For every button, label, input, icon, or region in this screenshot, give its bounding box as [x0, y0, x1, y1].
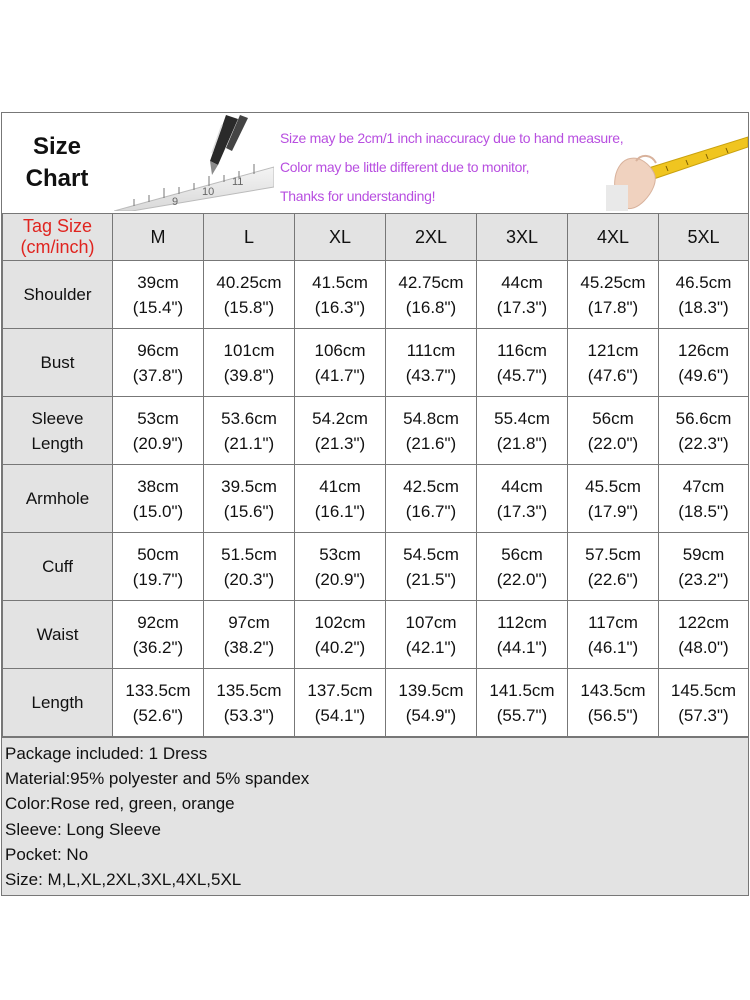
- size-header-2xl: 2XL: [386, 214, 477, 261]
- table-cell: 111cm (43.7"): [386, 329, 477, 397]
- table-cell: 42.75cm (16.8"): [386, 261, 477, 329]
- ruler-number-10: 10: [202, 186, 215, 198]
- table-cell: 53.6cm (21.1"): [204, 397, 295, 465]
- table-cell: 141.5cm (55.7"): [477, 669, 568, 737]
- table-cell: 46.5cm (18.3"): [659, 261, 749, 329]
- table-row-shoulder: [3, 261, 749, 329]
- table-cell: 55.4cm (21.8"): [477, 397, 568, 465]
- row-label: Bust: [3, 329, 113, 397]
- product-info-panel: [2, 737, 748, 895]
- table-cell: 41cm (16.1"): [295, 465, 386, 533]
- table-cell: 121cm (47.6"): [568, 329, 659, 397]
- row-label: Length: [3, 669, 113, 737]
- table-cell: 92cm (36.2"): [113, 601, 204, 669]
- table-cell: 54.5cm (21.5"): [386, 533, 477, 601]
- table-cell: 38cm (15.0"): [113, 465, 204, 533]
- table-cell: 51.5cm (20.3"): [204, 533, 295, 601]
- table-cell: 47cm (18.5"): [659, 465, 749, 533]
- size-header-xl: XL: [295, 214, 386, 261]
- ruler-number-11: 11: [232, 176, 244, 188]
- table-cell: 137.5cm (54.1"): [295, 669, 386, 737]
- info-pocket: Pocket: No: [5, 844, 89, 864]
- table-cell: 56cm (22.0"): [477, 533, 568, 601]
- size-header-m: M: [113, 214, 204, 261]
- size-header-row: [3, 214, 749, 261]
- table-row-length: [3, 669, 749, 737]
- size-header-l: L: [204, 214, 295, 261]
- row-label: Waist: [3, 601, 113, 669]
- row-label: Armhole: [3, 465, 113, 533]
- table-cell: 57.5cm (22.6"): [568, 533, 659, 601]
- table-row-sleeve-length: [3, 397, 749, 465]
- table-cell: 133.5cm (52.6"): [113, 669, 204, 737]
- size-header-5xl: 5XL: [659, 214, 749, 261]
- table-row-armhole: [3, 465, 749, 533]
- size-chart-title: [2, 113, 112, 213]
- table-cell: 117cm (46.1"): [568, 601, 659, 669]
- table-cell: 44cm (17.3"): [477, 465, 568, 533]
- size-chart-sheet: [1, 112, 749, 896]
- disclaimer-notes: [280, 128, 624, 215]
- table-cell: 102cm (40.2"): [295, 601, 386, 669]
- table-cell: 53cm (20.9"): [295, 533, 386, 601]
- info-material: Material:95% polyester and 5% spandex: [5, 769, 310, 789]
- table-cell: 39.5cm (15.6"): [204, 465, 295, 533]
- note-measure-inaccuracy: Size may be 2cm/1 inch inaccuracy due to hand measure,: [280, 130, 624, 146]
- table-cell: 39cm (15.4"): [113, 261, 204, 329]
- title-line-2: Chart: [25, 165, 89, 192]
- table-cell: 44cm (17.3"): [477, 261, 568, 329]
- table-cell: 96cm (37.8"): [113, 329, 204, 397]
- table-cell: 50cm (19.7"): [113, 533, 204, 601]
- table-cell: 107cm (42.1"): [386, 601, 477, 669]
- table-cell: 45.25cm (17.8"): [568, 261, 659, 329]
- info-sleeve: Sleeve: Long Sleeve: [5, 819, 161, 839]
- row-label: Shoulder: [3, 261, 113, 329]
- table-cell: 54.8cm (21.6"): [386, 397, 477, 465]
- table-cell: 40.25cm (15.8"): [204, 261, 295, 329]
- row-label: Cuff: [3, 533, 113, 601]
- size-header-3xl: 3XL: [477, 214, 568, 261]
- table-cell: 112cm (44.1"): [477, 601, 568, 669]
- table-cell: 56cm (22.0"): [568, 397, 659, 465]
- table-cell: 53cm (20.9"): [113, 397, 204, 465]
- row-label: Sleeve Length: [3, 397, 113, 465]
- pen-and-ruler-icon: [114, 115, 274, 211]
- table-cell: 135.5cm (53.3"): [204, 669, 295, 737]
- table-cell: 101cm (39.8"): [204, 329, 295, 397]
- note-thanks: Thanks for understanding!: [280, 188, 436, 204]
- ruler-number-9: 9: [172, 196, 179, 208]
- table-cell: 106cm (41.7"): [295, 329, 386, 397]
- table-cell: 45.5cm (17.9"): [568, 465, 659, 533]
- table-cell: 54.2cm (21.3"): [295, 397, 386, 465]
- size-header-4xl: 4XL: [568, 214, 659, 261]
- table-cell: 42.5cm (16.7"): [386, 465, 477, 533]
- note-color-difference: Color may be little different due to monitor,: [280, 159, 530, 175]
- table-cell: 126cm (49.6"): [659, 329, 749, 397]
- table-cell: 56.6cm (22.3"): [659, 397, 749, 465]
- size-table: [2, 213, 749, 737]
- info-package: Package included: 1 Dress: [5, 744, 208, 763]
- tag-size-header: Tag Size (cm/inch): [3, 214, 113, 261]
- table-cell: 139.5cm (54.9"): [386, 669, 477, 737]
- title-line-1: Size: [32, 133, 81, 160]
- table-cell: 41.5cm (16.3"): [295, 261, 386, 329]
- table-cell: 145.5cm (57.3"): [659, 669, 749, 737]
- info-size: Size: M,L,XL,2XL,3XL,4XL,5XL: [5, 870, 242, 890]
- table-cell: 122cm (48.0"): [659, 601, 749, 669]
- table-row-cuff: [3, 533, 749, 601]
- table-cell: 59cm (23.2"): [659, 533, 749, 601]
- table-cell: 97cm (38.2"): [204, 601, 295, 669]
- size-chart-header: [2, 113, 748, 213]
- table-cell: 143.5cm (56.5"): [568, 669, 659, 737]
- table-row-waist: [3, 601, 749, 669]
- info-color: Color:Rose red, green, orange: [5, 794, 235, 814]
- table-row-bust: [3, 329, 749, 397]
- hand-with-measuring-tape-icon: [606, 115, 748, 211]
- table-cell: 116cm (45.7"): [477, 329, 568, 397]
